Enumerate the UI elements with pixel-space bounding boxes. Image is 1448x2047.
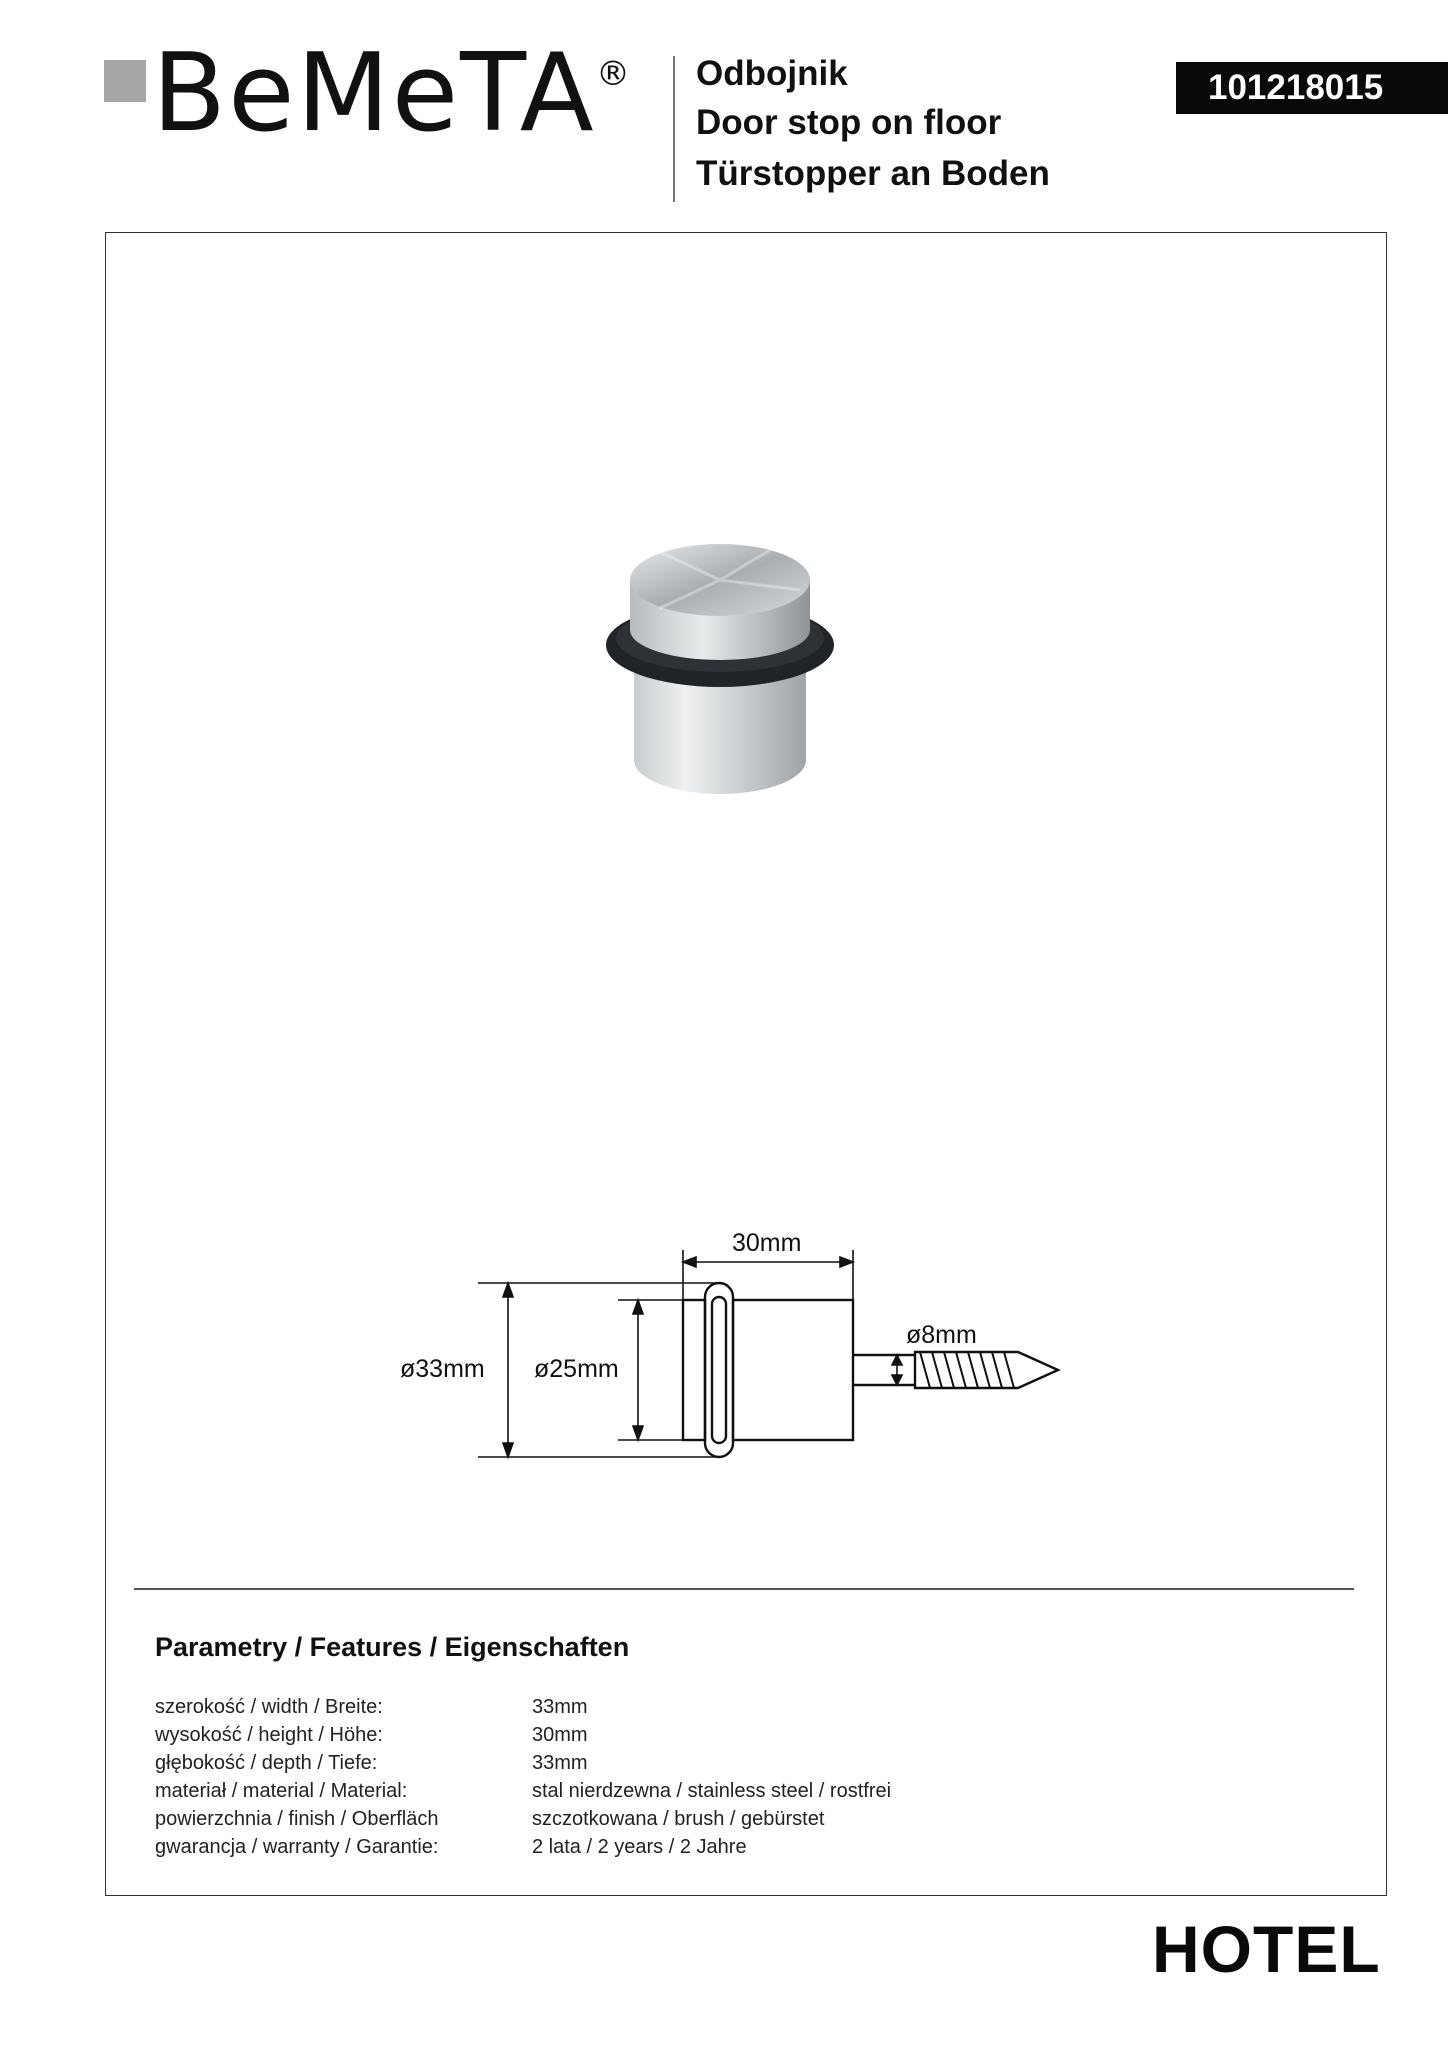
door-stop-photo [600, 520, 840, 810]
spec-row-finish [155, 1808, 1055, 1836]
spec-row-width [155, 1696, 1055, 1724]
header-divider [673, 56, 675, 202]
width-dimension-label: 30mm [732, 1229, 802, 1257]
spec-row-height [155, 1724, 1055, 1752]
spec-value: stal nierdzewna / stainless steel / rostfrei [532, 1780, 892, 1802]
spec-label: wysokość / height / Höhe: [155, 1724, 383, 1746]
spec-label: głębokość / depth / Tiefe: [155, 1752, 378, 1774]
outer-diameter-label: ø33mm [400, 1355, 485, 1383]
drawing-rubber-ring [705, 1283, 733, 1457]
screw-diameter-label: ø8mm [906, 1321, 977, 1349]
logo-square-icon [104, 60, 146, 102]
spec-value: 30mm [532, 1724, 588, 1746]
technical-drawing [390, 1215, 1070, 1475]
title-german: Türstopper an Boden [696, 154, 1050, 193]
product-code-badge: 101218015 [1176, 62, 1448, 114]
brand-logo: BeMeTA [152, 31, 596, 156]
features-heading: Parametry / Features / Eigenschaften [155, 1632, 630, 1662]
spec-label: materiał / material / Material: [155, 1780, 408, 1802]
drawing-body [733, 1300, 853, 1440]
spec-label: powierzchnia / finish / Oberfläch [155, 1808, 439, 1830]
spec-label: szerokość / width / Breite: [155, 1696, 383, 1718]
inner-diameter-label: ø25mm [534, 1355, 619, 1383]
spec-value: 33mm [532, 1696, 588, 1718]
drawing-base-plate [683, 1300, 705, 1440]
spec-value: szczotkowana / brush / gebürstet [532, 1808, 825, 1830]
registered-mark: ® [596, 54, 630, 94]
spec-row-material [155, 1780, 1055, 1808]
title-english: Door stop on floor [696, 103, 1002, 142]
features-divider [134, 1588, 1354, 1590]
spec-value: 33mm [532, 1752, 588, 1774]
spec-row-depth [155, 1752, 1055, 1780]
collection-label: HOTEL [1152, 1912, 1381, 1986]
title-polish: Odbojnik [696, 54, 848, 93]
spec-value: 2 lata / 2 years / 2 Jahre [532, 1836, 747, 1858]
spec-row-warranty [155, 1836, 1055, 1864]
spec-label: gwarancja / warranty / Garantie: [155, 1836, 439, 1858]
